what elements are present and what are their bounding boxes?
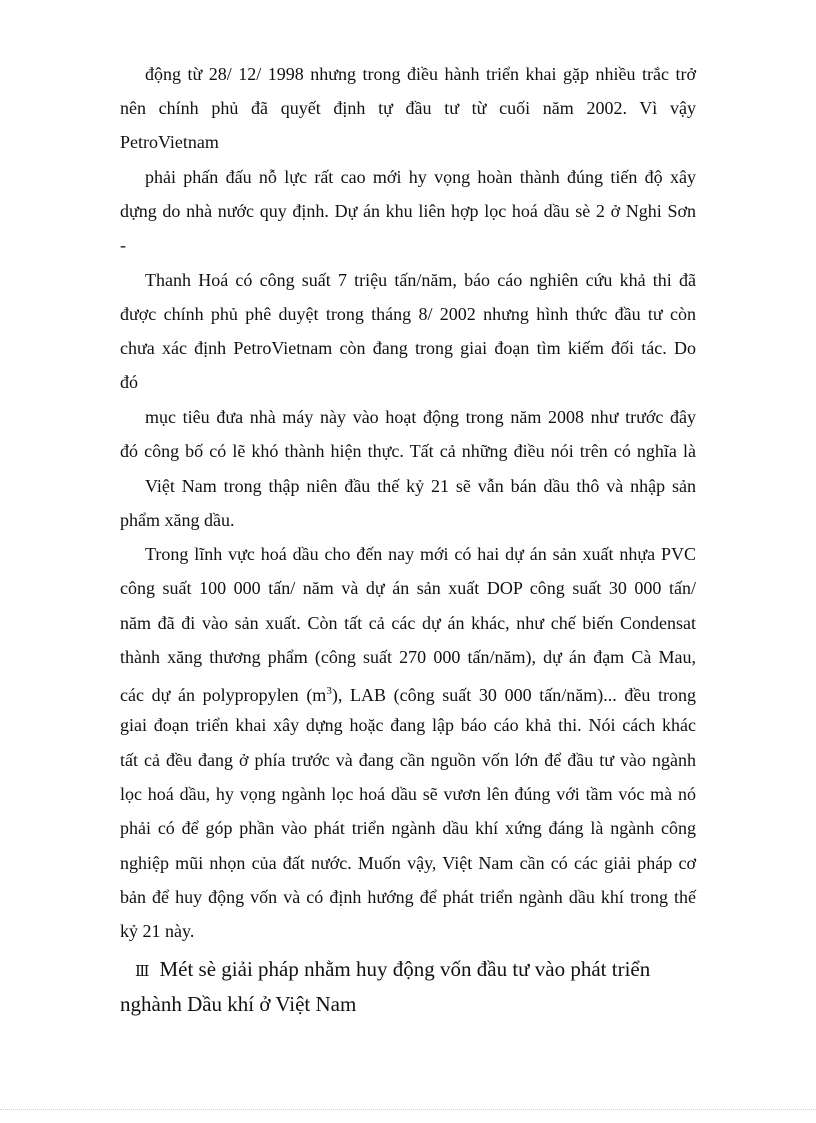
paragraph-line: PetroVietnam [120, 132, 219, 152]
paragraph-line: Thanh Hoá có công suất 7 triệu tấn/năm, báo cáo nghiên cứu khả thi đã [145, 270, 696, 290]
paragraph-line: chưa xác định PetroVietnam còn đang trong giai đoạn tìm kiếm đối tác. Do [120, 338, 696, 358]
paragraph-line: bản để huy động vốn và có định hướng để phát triển ngành dầu khí trong thế [120, 887, 696, 907]
text-run: các dự án polypropylen (m [120, 685, 327, 705]
page-bottom-border [0, 1109, 816, 1110]
paragraph-line: công suất 100 000 tấn/ năm và dự án sản xuất DOP công suất 30 000 tấn/ [120, 578, 696, 598]
heading-text: Mét sè giải pháp nhằm huy động vốn đầu tư vào phát triển [159, 957, 651, 981]
paragraph-line [120, 679, 696, 707]
paragraph-line: Trong lĩnh vực hoá dầu cho đến nay mới có hai dự án sản xuất nhựa PVC [145, 544, 696, 564]
paragraph-line: nghiệp mũi nhọn của đất nước. Muốn vậy, Việt Nam cần có các giải pháp cơ [120, 853, 696, 873]
paragraph-line: mục tiêu đưa nhà máy này vào hoạt động trong năm 2008 như trước đây [145, 407, 696, 427]
paragraph-line: phải có để góp phần vào phát triển ngành dầu khí xứng đáng là ngành công [120, 818, 696, 838]
text-run: ), LAB (công suất 30 000 tấn/năm)... đều trong [331, 685, 697, 705]
section-number: Ⅲ [135, 962, 150, 980]
paragraph-line: Việt Nam trong thập niên đầu thế kỷ 21 sẽ vẫn bán dầu thô và nhập sản [145, 476, 696, 496]
paragraph-line: lọc hoá dầu, hy vọng ngành lọc hoá dầu sẽ vươn lên đúng với tầm vóc mà nó [120, 784, 696, 804]
paragraph-line: giai đoạn triển khai xây dựng hoặc đang lập báo cáo khả thi. Nói cách khác [120, 715, 696, 735]
paragraph-line: được chính phủ phê duyệt trong tháng 8/ 2002 nhưng hình thức đầu tư còn [120, 304, 696, 324]
paragraph-line: nên chính phủ đã quyết định tự đầu tư từ cuối năm 2002. Vì vậy [120, 98, 696, 118]
section-heading [135, 955, 696, 985]
paragraph-line: động từ 28/ 12/ 1998 nhưng trong điều hành triển khai gặp nhiều trắc trở [145, 64, 696, 84]
superscript: 3 [326, 685, 332, 697]
paragraph-line: phẩm xăng dầu. [120, 510, 235, 530]
paragraph-line: tất cả đều đang ở phía trước và đang cần nguồn vốn lớn để đầu tư vào ngành [120, 750, 696, 770]
paragraph-line: dựng do nhà nước quy định. Dự án khu liên hợp lọc hoá dầu sè 2 ở Nghi Sơn [120, 201, 696, 221]
paragraph-line: đó [120, 372, 138, 392]
paragraph-line: - [120, 235, 126, 255]
paragraph-line: năm đã đi vào sản xuất. Còn tất cả các dự án khác, như chế biến Condensat [120, 613, 696, 633]
paragraph-line: đó công bố có lẽ khó thành hiện thực. Tất cả những điều nói trên có nghĩa là [120, 441, 696, 461]
paragraph-line: kỷ 21 này. [120, 921, 195, 941]
paragraph-line: thành xăng thương phẩm (công suất 270 000 tấn/năm), dự án đạm Cà Mau, [120, 647, 696, 667]
section-heading-continued: nghành Dầu khí ở Việt Nam [120, 992, 357, 1016]
paragraph-line: phải phấn đấu nỗ lực rất cao mới hy vọng hoàn thành đúng tiến độ xây [145, 167, 696, 187]
